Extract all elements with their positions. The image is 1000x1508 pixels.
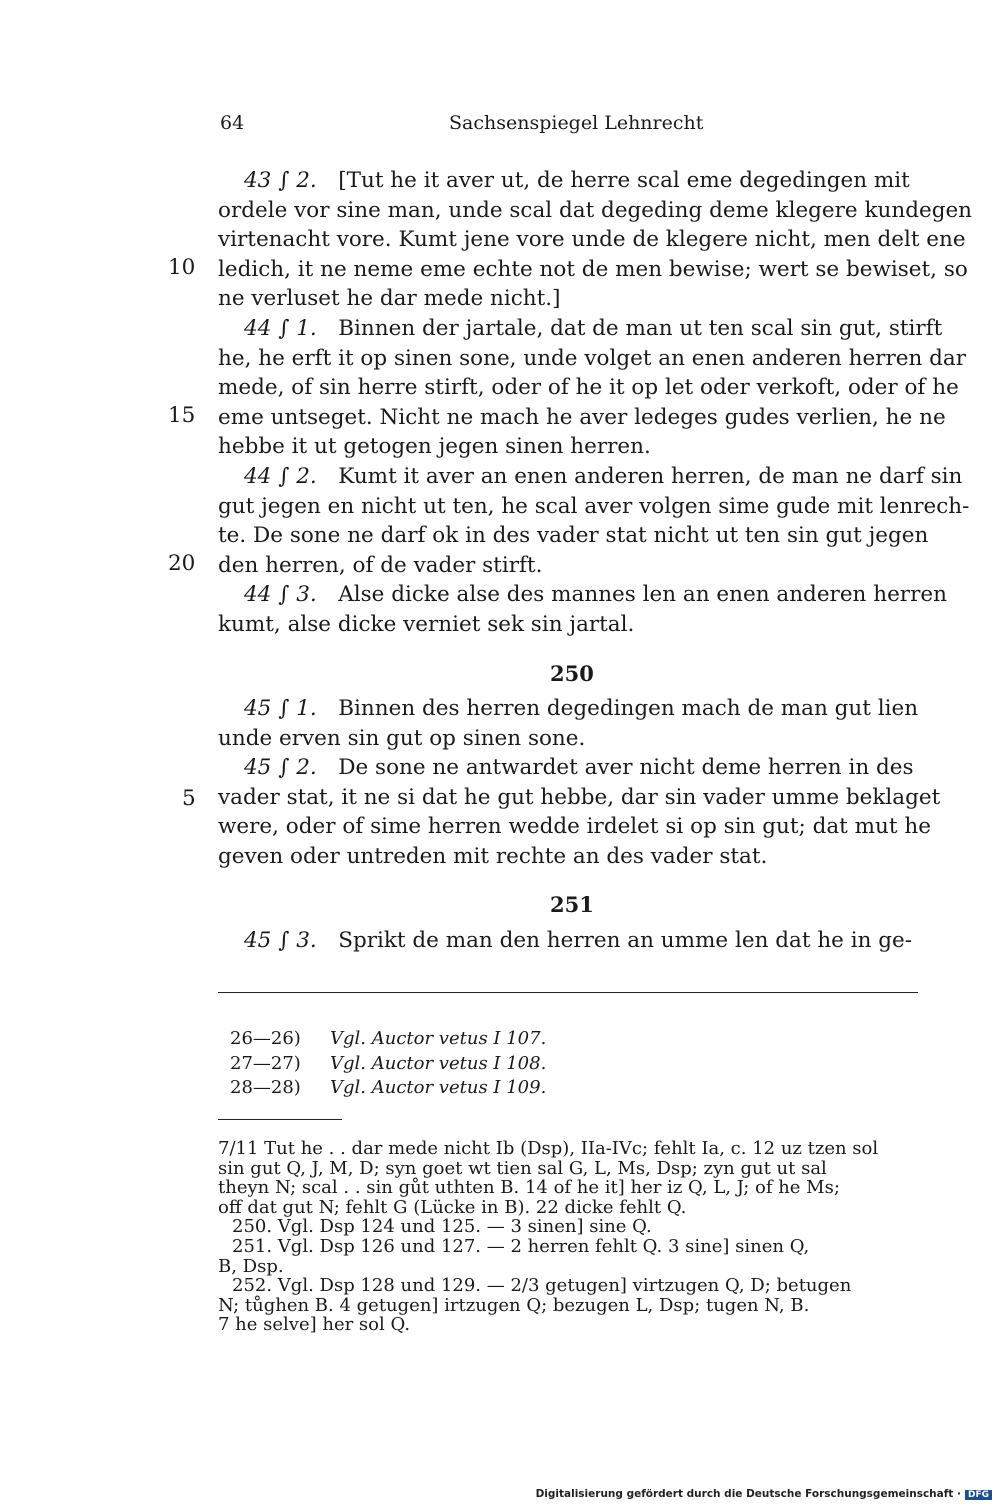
text-line (218, 580, 947, 610)
note-row (230, 1052, 546, 1077)
text-line (218, 344, 966, 374)
text-line (218, 926, 918, 956)
note-text: Vgl. Auctor vetus I 109. (330, 1077, 547, 1098)
text-line (218, 492, 970, 522)
text-line (218, 403, 946, 433)
line-number: 20 (168, 551, 196, 576)
main-text (218, 166, 973, 640)
text-line (218, 753, 918, 783)
footer-credit (536, 1488, 992, 1500)
variant-note-line: 251. Vgl. Dsp 126 und 127. — 2 herren fehlt Q. 3 sine] sinen Q, (232, 1235, 810, 1257)
line-text: te. De sone ne darf ok in des vader stat nicht ut ten sin gut jegen (218, 523, 929, 549)
text-line (218, 432, 918, 462)
text-line (218, 255, 968, 285)
line-text: geven oder untreden mit rechte an des vader stat. (218, 843, 768, 869)
paragraph-reference: 44 ∫ 3. (244, 582, 317, 608)
text-line (218, 842, 918, 872)
text-line (218, 373, 959, 403)
line-text: were, oder of sime herren wedde irdelet si op sin gut; dat mut he (218, 814, 931, 840)
footer-text: Digitalisierung gefördert durch die Deutsche Forschungsgemeinschaft · (535, 1488, 961, 1500)
page-number: 64 (220, 112, 245, 134)
note-text: Vgl. Auctor vetus I 108. (330, 1052, 547, 1074)
line-text: ne verluset he dar mede nicht.] (218, 286, 561, 312)
paragraph-reference: 44 ∫ 1. (244, 315, 317, 341)
variant-note-line: 252. Vgl. Dsp 128 und 129. — 2/3 getugen] virtzugen Q, D; betugen (232, 1275, 852, 1297)
line-text: ordele vor sine man, unde scal dat degeding deme klegere kundegen (218, 197, 973, 223)
short-rule (218, 1119, 342, 1120)
line-text: hebbe it ut getogen jegen sinen herren. (218, 434, 651, 460)
variant-note-line: 7 he selve] her sol Q. (218, 1314, 411, 1336)
line-text: mede, of sin herre stirft, oder of he it op let oder verkoft, oder of he (218, 375, 959, 401)
paragraph-reference: 45 ∫ 2. (244, 755, 317, 781)
variant-notes (218, 1139, 918, 1335)
text-line (218, 521, 929, 551)
line-text: kumt, alse dicke verniet sek sin jartal. (218, 611, 635, 637)
line-text: Alse dicke alse des mannes len an enen anderen herren (338, 582, 947, 608)
text-line (218, 462, 963, 492)
line-text: Kumt it aver an enen anderen herren, de man ne darf sin (338, 463, 963, 489)
line-text: vader stat, it ne si dat he gut hebbe, dar sin vader umme beklaget (218, 784, 941, 810)
apparatus-notes (230, 1027, 546, 1101)
text-line (218, 166, 918, 196)
section-number-250: 250 (550, 661, 594, 686)
section-250-text (218, 694, 941, 872)
dfg-logo: DFG (965, 1490, 992, 1500)
text-line (218, 225, 966, 255)
line-text: Binnen des herren degedingen mach de man gut lien (338, 696, 919, 721)
line-text: Binnen der jartale, dat de man ut ten scal sin gut, stirft (338, 315, 943, 341)
text-line (218, 610, 918, 640)
variant-note-line: B, Dsp. (218, 1255, 284, 1277)
text-line (218, 724, 918, 754)
note-text: Vgl. Auctor vetus I 107. (330, 1028, 547, 1049)
text-line (218, 812, 931, 842)
line-text: gut jegen en nicht ut ten, he scal aver volgen sime gude mit lenrech- (218, 493, 970, 519)
line-text: [Tut he it aver ut, de herre scal eme degedingen mit (338, 168, 910, 193)
variant-note-line: 250. Vgl. Dsp 124 und 125. — 3 sinen] sine Q. (232, 1216, 652, 1238)
note-ref: 27—27) (230, 1052, 301, 1074)
line-text: he, he erft it op sinen sone, unde volget an enen anderen herren dar (218, 345, 966, 371)
divider-rule (218, 992, 918, 993)
text-line (218, 196, 973, 226)
line-text: den herren, of de vader stirft. (218, 552, 543, 578)
text-line (218, 551, 918, 581)
section-number-251: 251 (550, 892, 594, 917)
variant-note-line: N; tůghen B. 4 getugen] irtzugen Q; bezugen L, Dsp; tugen N, B. (218, 1294, 810, 1316)
note-row (230, 1076, 546, 1101)
variant-note-line: 7/11 Tut he . . dar mede nicht Ib (Dsp), IIa-IVc; fehlt Ia, c. 12 uz tzen sol (218, 1138, 879, 1159)
line-text: ledich, it ne neme eme echte not de men bewise; wert se bewiset, so (218, 256, 968, 282)
note-ref: 28—28) (230, 1077, 301, 1098)
variant-note-line: off dat gut N; fehlt G (Lücke in B). 22 dicke fehlt Q. (218, 1196, 687, 1218)
line-text: unde erven sin gut op sinen sone. (218, 725, 586, 751)
text-line (218, 284, 918, 314)
line-text: De sone ne antwardet aver nicht deme herren in des (338, 755, 914, 781)
text-line (218, 783, 941, 813)
line-number: 5 (182, 786, 196, 811)
paragraph-reference: 44 ∫ 2. (244, 463, 317, 489)
note-row (230, 1027, 546, 1052)
line-number: 15 (168, 403, 196, 428)
paragraph-reference: 45 ∫ 1. (244, 696, 317, 721)
running-title: Sachsenspiegel Lehnrecht (449, 112, 704, 134)
paragraph-reference: 45 ∫ 3. (244, 928, 317, 953)
text-line (218, 314, 943, 344)
text-line (218, 694, 918, 724)
variant-note-line: theyn N; scal . . sin gůt uthten B. 14 of he it] her iz Q, L, J; of he Ms; (218, 1177, 840, 1199)
line-text: virtenacht vore. Kumt jene vore unde de klegere nicht, men delt ene (218, 227, 966, 253)
note-ref: 26—26) (230, 1028, 301, 1049)
paragraph-reference: 43 ∫ 2. (244, 168, 317, 193)
variant-note-line: sin gut Q, J, M, D; syn goet wt tien sal G, L, Ms, Dsp; zyn gut ut sal (218, 1157, 827, 1179)
line-text: eme untseget. Nicht ne mach he aver ledeges gudes verlien, he ne (218, 404, 946, 430)
line-number: 10 (168, 255, 196, 280)
line-text: Sprikt de man den herren an umme len dat he in ge- (338, 928, 913, 953)
section-251-text (218, 926, 918, 956)
